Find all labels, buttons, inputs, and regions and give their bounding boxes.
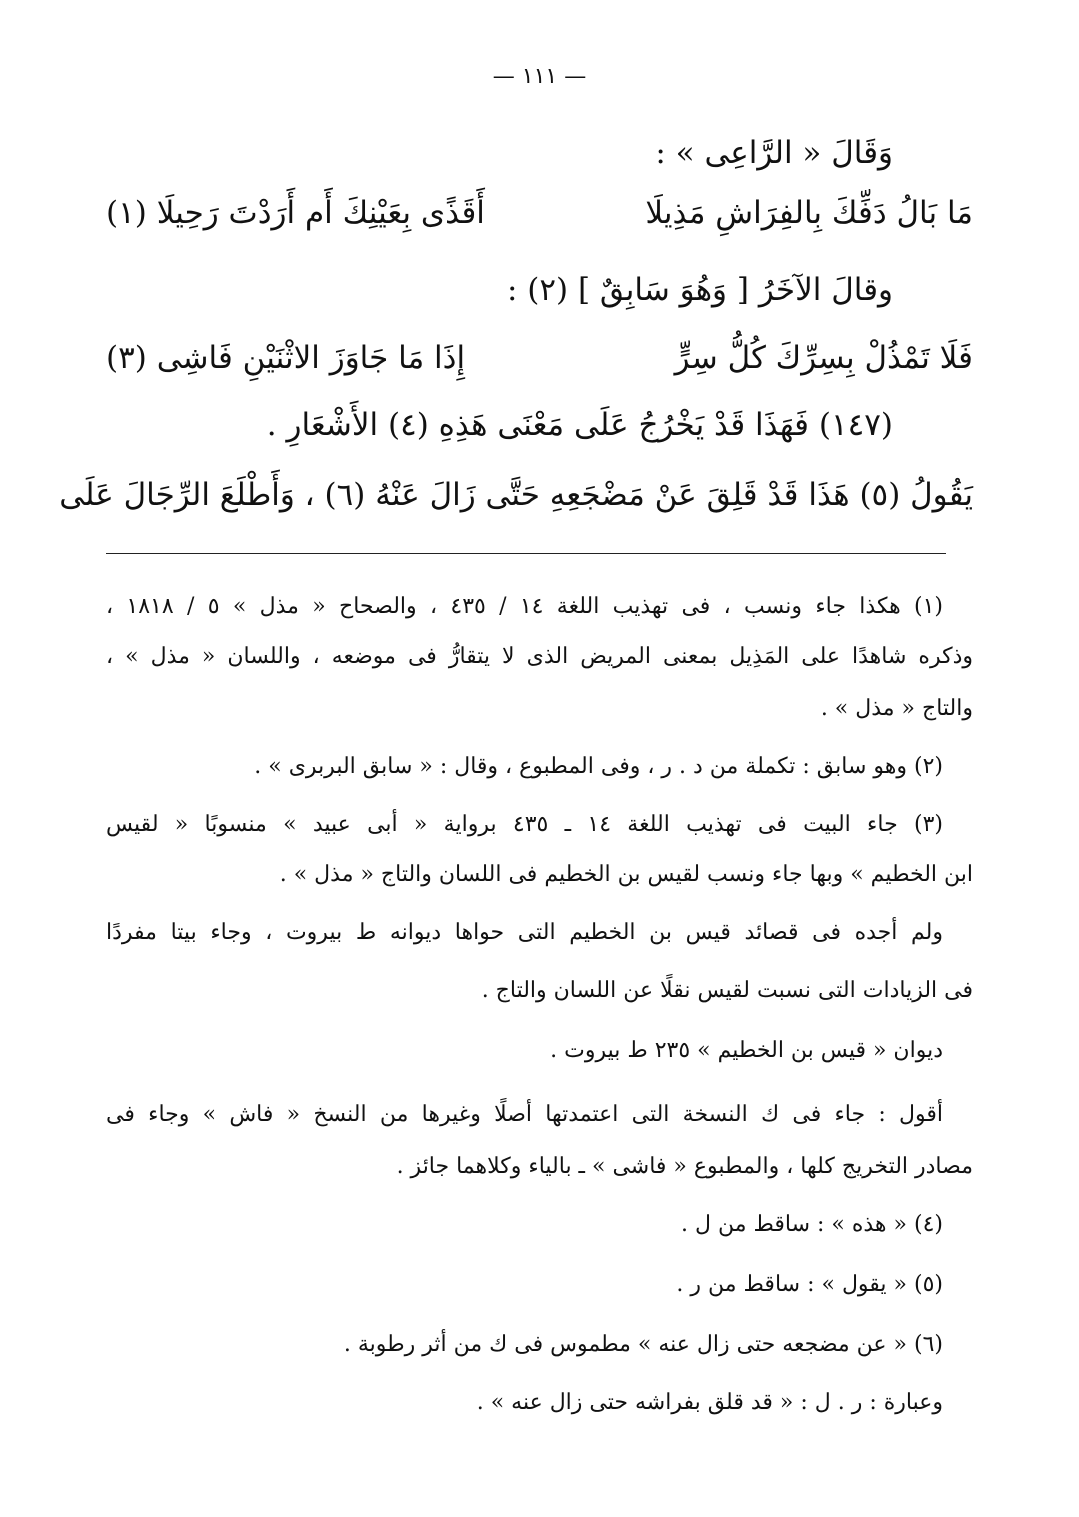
- verse-2-first-hemistich: فَلَا تَمْذُلْ بِسِرِّكَ كُلُّ سِرٍّ: [674, 340, 973, 376]
- footnote-6-line-1: (٦) « عن مضجعه حتى زال عنه » مطموس فى ك من أثر رطوبة .: [343, 1332, 943, 1357]
- footnote-3-line-1: (٣) جاء البيت فى تهذيب اللغة ١٤ ـ ٤٣٥ برواية « أبى عبيد » منسوبًا « لقيس: [106, 812, 943, 837]
- footnote-5: (٥) « يقول » : ساقط من ر .: [676, 1272, 943, 1297]
- footnote-3-line-6: أقول : جاء فى ك النسخة التى اعتمدتها أصلًا وغيرها من النسخ « فاش » وجاء فى: [106, 1102, 943, 1127]
- footnote-4: (٤) « هذه » : ساقط من ل .: [680, 1212, 943, 1237]
- body-line-attribution: وقالَ الآخَرُ [ وَهُوَ سَابِقٌ ] (٢) :: [506, 272, 893, 308]
- body-line-147: (١٤٧) فَهَذَا قَدْ يَخْرُجُ عَلَى مَعْنَى هَذِهِ (٤) الأَشْعَارِ .: [266, 407, 893, 443]
- page-number: — ١١١ —: [492, 64, 587, 89]
- footnote-3-line-4: فى الزيادات التى نسبت لقيس نقلًا عن اللسان والتاج .: [481, 978, 973, 1003]
- footnote-3-line-7: مصادر التخريج كلها ، والمطبوع « فاشى » ـ بالياء وكلاهما جائز .: [396, 1154, 973, 1179]
- verse-2-second-hemistich: إِذَا مَا جَاوَزَ الاثْنَيْنِ فَاشِى (٣): [106, 340, 466, 376]
- verse-1-second-hemistich: أَقَذًى بِعَيْنِكَ أَم أَرَدْتَ رَحِيلَا (١): [106, 195, 485, 231]
- footnote-1-line-1: (١) هكذا جاء ونسب ، فى تهذيب اللغة ١٤ / ٤٣٥ ، والصحاح « مذل » ٥ / ١٨١٨ ،: [106, 594, 944, 619]
- footnote-3-line-5: ديوان « قيس بن الخطيم » ٢٣٥ ط بيروت .: [550, 1038, 943, 1063]
- footnote-3-line-2: ابن الخطيم » وبها جاء ونسب لقيس بن الخطيم فى اللسان والتاج « مذل » .: [279, 862, 973, 887]
- body-line-intro: وَقَالَ « الرَّاعِى » :: [655, 135, 893, 171]
- footnote-divider: [106, 553, 946, 554]
- footnote-3-line-3: ولم أجده فى قصائد قيس بن الخطيم التى حواها ديوانه ط بيروت ، وجاء بيتا مفردًا: [106, 920, 943, 945]
- footnote-1-line-2: وذكره شاهدًا على المَذِيل بمعنى المريض الذى لا يتقارُّ فى موضعه ، واللسان « مذل » ،: [106, 644, 973, 669]
- footnote-1-line-3: والتاج « مذل » .: [820, 696, 973, 721]
- footnote-2: (٢) وهو سابق : تكملة من د . ر ، وفى المطبوع ، وقال : « سابق البربرى » .: [254, 754, 943, 779]
- body-line-explanation: يَقُولُ (٥) هَذَا قَدْ قَلِقَ عَنْ مَضْجَعِهِ حَتَّى زَالَ عَنْهُ (٦) ، وَأَطْلَعَ الرِّجَالَ عَلَى: [59, 477, 973, 513]
- footnote-6-line-2: وعبارة : ر . ل : « قد قلق بفراشه حتى زال عنه » .: [476, 1390, 943, 1415]
- verse-1-first-hemistich: مَا بَالُ دَفِّكَ بِالفِرَاشِ مَذِيلَا: [645, 195, 973, 231]
